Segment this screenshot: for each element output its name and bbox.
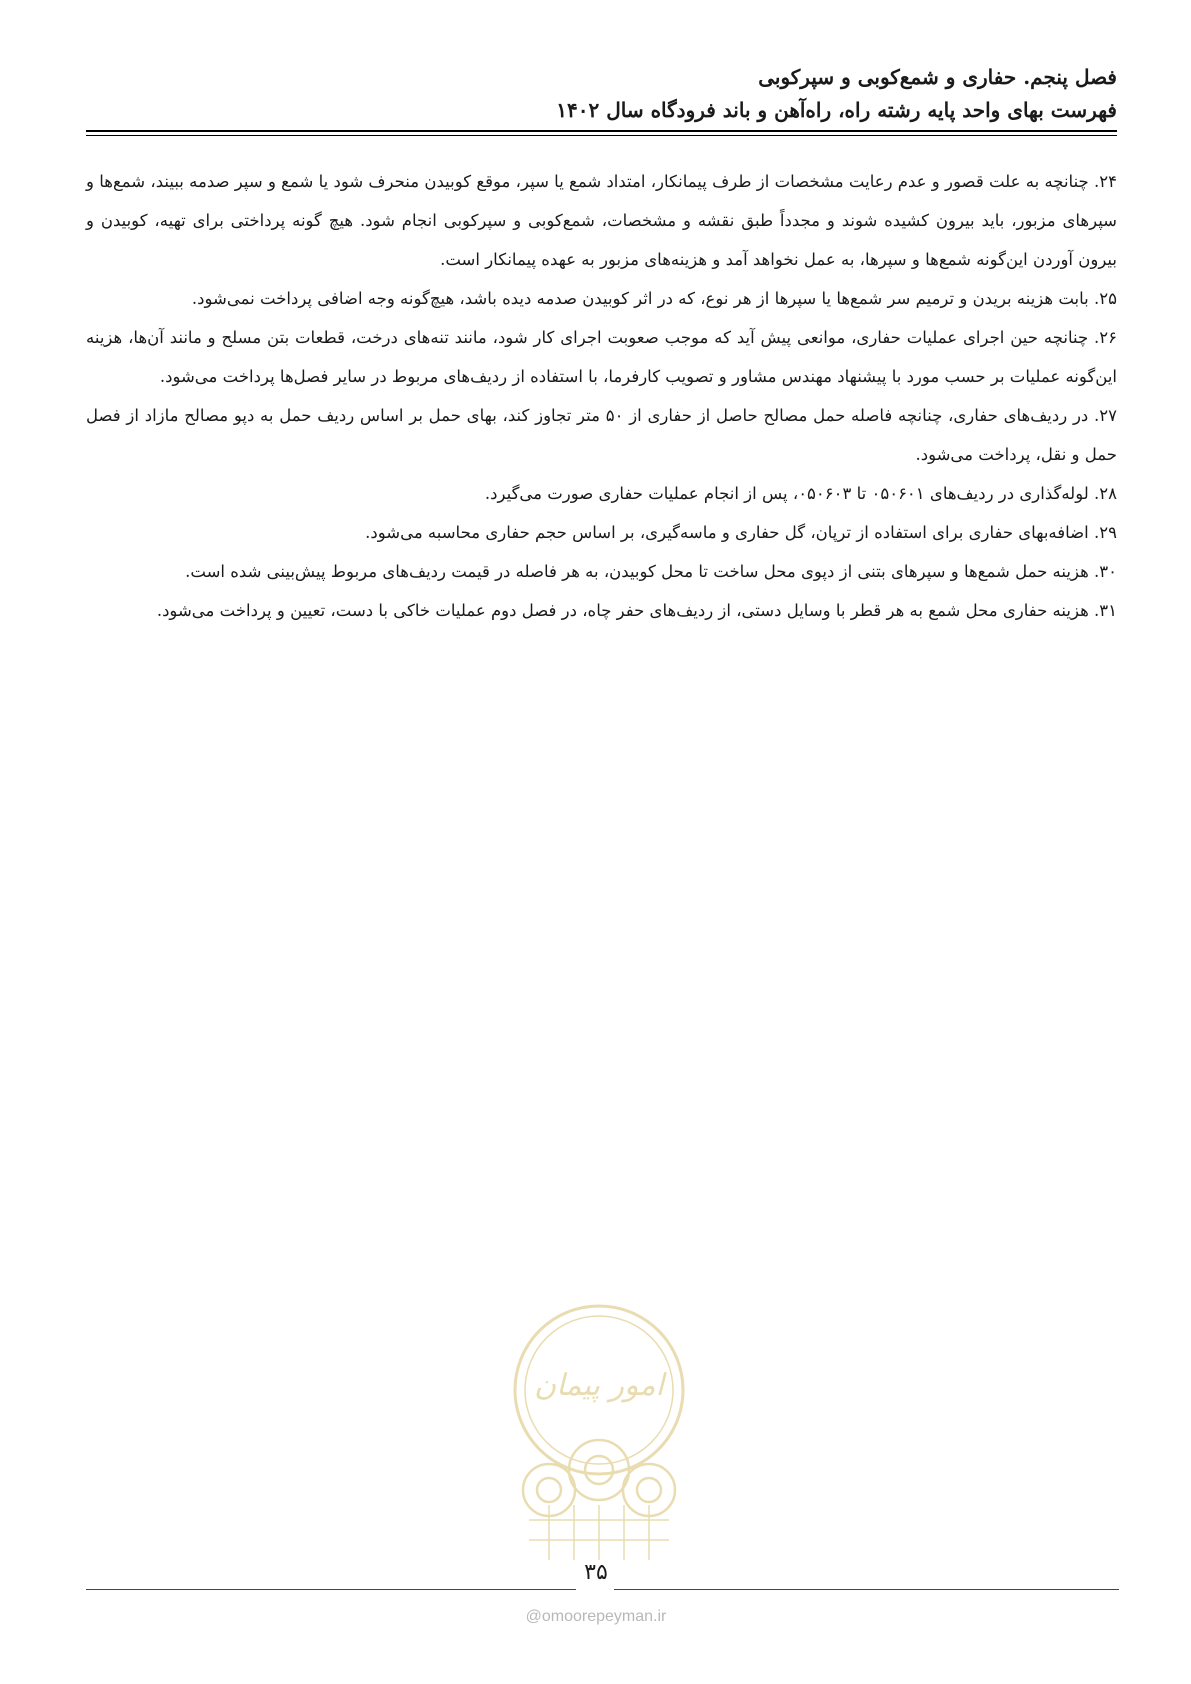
website-watermark: @omoorepeyman.ir (525, 1608, 667, 1625)
footer-rule-right (614, 1589, 1119, 1590)
page-header (86, 60, 1117, 126)
header-rule-thick (86, 130, 1117, 132)
paragraph-24: ۲۴. چنانچه به علت قصور و عدم رعایت مشخصات از طرف پیمانکار، امتداد شمع یا سپر، موقع کوبیدن منحرف شود یا شمع و سپر صدمه ببیند، شمع‌ها و سپرهای مزبور، باید بیرون کشیده شوند و مجدداً طبق نقشه و مشخصات، شمع‌کوبی و سپرکوبی انجام شود. هیچ گونه پرداختی برای تهیه، کوبیدن و بیرون آوردن این‌گونه شمع‌ها و سپرها، به عمل نخواهد آمد و هزینه‌های مزبور به عهده پیمانکار است. (86, 172, 1117, 269)
paragraph-28: ۲۸. لوله‌گذاری در ردیف‌های ۰۵۰۶۰۱ تا ۰۵۰۶۰۳، پس از انجام عملیات حفاری صورت می‌گیرد. (484, 484, 1117, 503)
chapter-title: فصل پنجم. حفاری و شمع‌کوبی و سپرکوبی (758, 65, 1117, 89)
paragraph-27: ۲۷. در ردیف‌های حفاری، چنانچه فاصله حمل مصالح حاصل از حفاری از ۵۰ متر تجاوز کند، بهای حمل بر اساس ردیف حمل به دپو مصالح مازاد از فصل حمل و نقل، پرداخت می‌شود. (86, 406, 1117, 464)
body-text (86, 162, 1117, 630)
footer-rule-left (86, 1589, 576, 1590)
page-number: ۳۵ (584, 1560, 608, 1585)
header-rule-thin (86, 135, 1117, 136)
paragraph-26: ۲۶. چنانچه حین اجرای عملیات حفاری، موانعی پیش آید که موجب صعوبت اجرای کار شود، مانند تنه‌های درخت، قطعات بتن مسلح و مانند آن‌ها، هزینه این‌گونه عملیات بر حسب مورد با پیشنهاد مهندس مشاور و تصویب کارفرما، با استفاده از ردیف‌های مربوط در سایر فصل‌ها پرداخت می‌شود. (86, 328, 1117, 386)
document-title: فهرست بهای واحد پایه رشته راه، راه‌آهن و باند فرودگاه سال ۱۴۰۲ (556, 98, 1117, 122)
paragraph-29: ۲۹. اضافه‌بهای حفاری برای استفاده از ترپان، گل حفاری و ماسه‌گیری، بر اساس حجم حفاری محاسبه می‌شود. (365, 523, 1117, 542)
paragraph-30: ۳۰. هزینه حمل شمع‌ها و سپرهای بتنی از دپوی محل ساخت تا محل کوبیدن، به هر فاصله در قیمت ردیف‌های مربوط پیش‌بینی شده است. (185, 562, 1117, 581)
omoorepeyman-logo-icon (509, 1300, 689, 1570)
paragraph-31: ۳۱. هزینه حفاری محل شمع به هر قطر با وسایل دستی، از ردیف‌های حفر چاه، در فصل دوم عملیات خاکی با دست، تعیین و پرداخت می‌شود. (156, 601, 1117, 620)
paragraph-25: ۲۵. بابت هزینه بریدن و ترمیم سر شمع‌ها یا سپرها از هر نوع، که در اثر کوبیدن صدمه دیده باشد، هیچ‌گونه وجه اضافی پرداخت نمی‌شود. (191, 289, 1117, 308)
svg-text:امور پیمان: امور پیمان (534, 1368, 664, 1403)
